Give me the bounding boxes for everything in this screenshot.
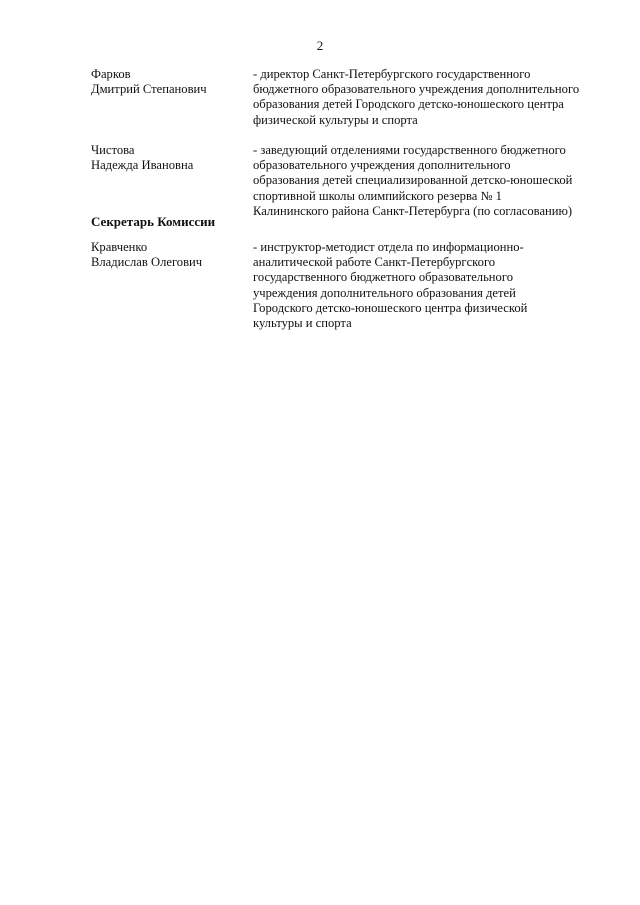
page-number: 2 (316, 38, 324, 53)
member-role (253, 240, 589, 331)
role-line: образования детей специализированной детско-юношеской (253, 173, 573, 188)
member-surname: Чистова (91, 143, 135, 157)
role-line: физической культуры и спорта (253, 112, 418, 127)
member-given-names: Надежда Ивановна (91, 158, 194, 173)
role-line: спортивной школы олимпийского резерва № 1 (253, 188, 502, 203)
role-line: Калининского района Санкт-Петербурга (по согласованию) (253, 203, 573, 218)
role-line: культуры и спорта (253, 316, 352, 331)
role-line: - заведующий отделениями государственного бюджетного (253, 143, 566, 157)
role-line: образования детей Городского детско-юношеского центра (253, 97, 564, 112)
member-surname: Кравченко (91, 240, 148, 254)
member-name (91, 143, 251, 173)
member-role (253, 143, 589, 219)
member-surname: Фарков (91, 67, 131, 81)
role-line: аналитической работе Санкт-Петербургского (253, 255, 496, 270)
role-line: государственного бюджетного образовательного (253, 270, 513, 285)
role-line: учреждения дополнительного образования детей (253, 285, 516, 300)
role-line: - инструктор-методист отдела по информационно- (253, 240, 524, 254)
role-line: бюджетного образовательного учреждения дополнительного (253, 82, 580, 97)
secretary-heading: Секретарь Комиссии (91, 214, 216, 229)
member-name (91, 240, 251, 270)
role-line: - директор Санкт-Петербургского государственного (253, 67, 531, 81)
member-given-names: Дмитрий Степанович (91, 82, 207, 97)
member-role (253, 67, 589, 128)
member-name (91, 67, 251, 97)
role-line: Городского детско-юношеского центра физической (253, 300, 528, 315)
member-given-names: Владислав Олегович (91, 255, 203, 270)
role-line: образовательного учреждения дополнительного (253, 158, 511, 173)
